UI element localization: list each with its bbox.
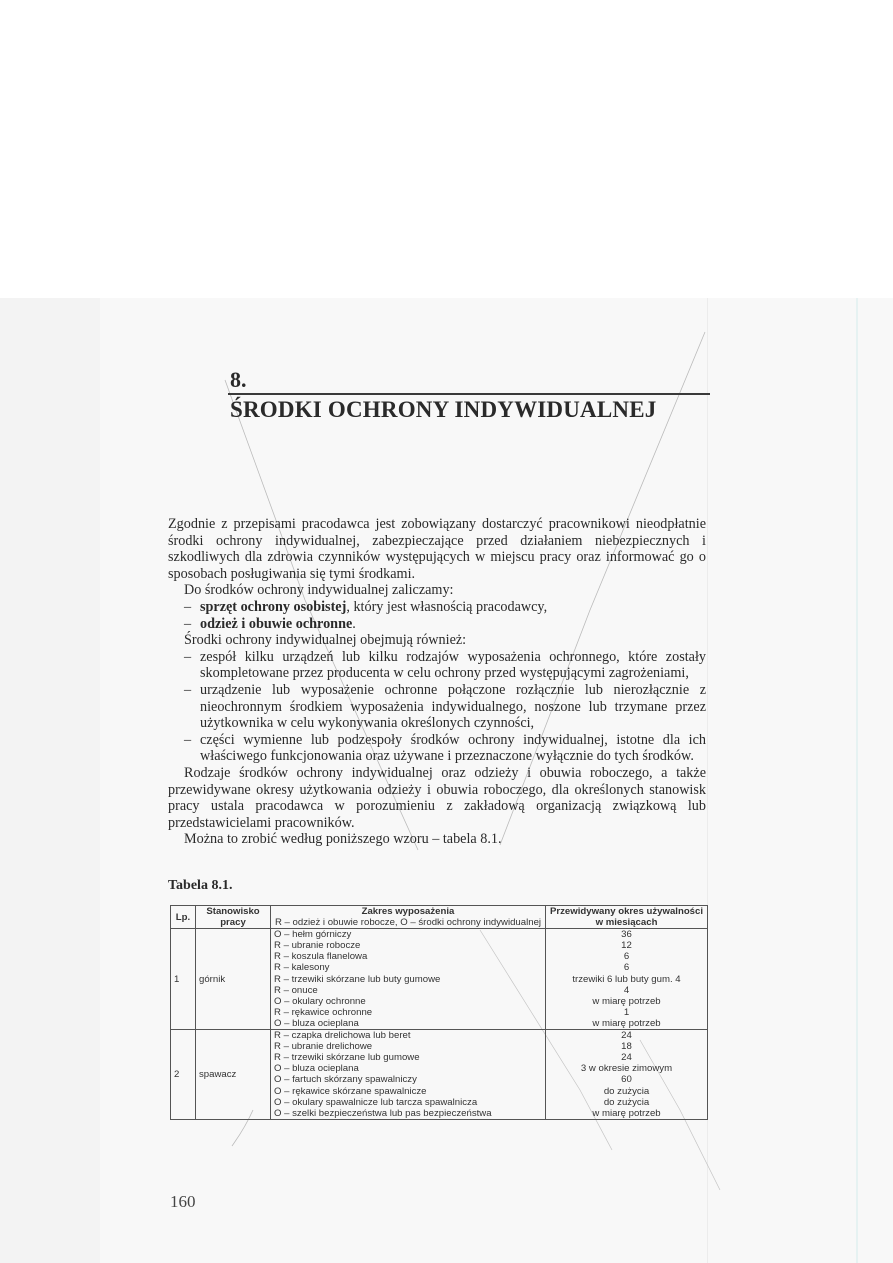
usage-period: w miarę potrzeb: [592, 1107, 661, 1119]
list1-lead: Do środków ochrony indywidualnej zaliczamy:: [184, 582, 454, 599]
equipment-item: O – hełm górniczy: [274, 929, 352, 941]
table-row: [171, 1030, 708, 1120]
header-okres: Przewidywany okres używalności w miesiącach: [546, 906, 708, 929]
equipment-item: O – rękawice skórzane spawalnicze: [274, 1085, 427, 1097]
equipment-item: R – rękawice ochronne: [274, 1006, 373, 1018]
equipment-table: [170, 905, 708, 1120]
equipment-item: O – okulary spawalnicze lub tarcza spawalnicza: [274, 1096, 478, 1108]
list-item-text: , który jest własnością pracodawcy,: [346, 598, 548, 615]
equipment-item: R – czapka drelichowa lub beret: [274, 1030, 411, 1042]
usage-period: 18: [621, 1041, 632, 1053]
cell-zakres: [271, 929, 546, 1030]
list-item-bold: sprzęt ochrony osobistej: [200, 598, 347, 615]
list-item: – zespół kilku urządzeń lub kilku rodzajów wyposażenia ochronnego, które zostały skompletowane przez producenta w celu ochrony przed występującymi zagrożeniami,: [168, 649, 706, 682]
header-lp: Lp.: [171, 906, 196, 929]
table-header-row: [171, 906, 708, 929]
usage-period: 24: [621, 1052, 632, 1064]
list-item: [168, 599, 706, 616]
list-item: – urządzenie lub wyposażenie ochronne połączone rozłącznie lub nierozłącznie z nieochronnym środkiem wyposażenia indywidualnego, noszone lub trzymane przez użytkownika w celu wykonywania określonych czynności,: [168, 682, 706, 732]
cell-okres: [546, 1030, 708, 1120]
equipment-item: R – onuce: [274, 984, 318, 996]
usage-period: 4: [623, 984, 630, 996]
equipment-item: O – szelki bezpieczeństwa lub pas bezpieczeństwa: [274, 1107, 492, 1119]
cell-lp: 1: [171, 929, 196, 1030]
header-zakres-title: Zakres wyposażenia: [361, 906, 455, 917]
usage-period: 1: [623, 1006, 630, 1018]
equipment-item: O – bluza ocieplana: [274, 1063, 359, 1075]
equipment-item: R – trzewiki skórzane lub gumowe: [274, 1052, 420, 1064]
intro-paragraph: Zgodnie z przepisami pracodawca jest zobowiązany dostarczyć pracownikowi nieodpłatnie środki ochrony indywidualnej, zabezpieczające przed działaniem niebezpiecznych i szkodliwych dla zdrowia czynników występujących w miejscu pracy oraz informować go o sposobach posługiwania się tymi środkami.: [168, 516, 706, 582]
cell-zakres: [271, 1030, 546, 1120]
usage-period: do zużycia: [603, 1096, 650, 1108]
list-item-text: .: [352, 615, 356, 632]
usage-period: trzewiki 6 lub buty gum. 4: [572, 973, 681, 985]
paragraph-2: Rodzaje środków ochrony indywidualnej oraz odzieży i obuwia roboczego, a także przewidywane okresy użytkowania odzieży i obuwia roboczego, dla określonych stanowisk pracy ustala pracodawca w porozumieniu z zakładową organizacją związkową lub przedstawicielami pracowników.: [168, 764, 706, 831]
page-number: 160: [170, 1192, 196, 1211]
cell-stanowisko: górnik: [196, 929, 271, 1030]
chapter-number: 8.: [230, 367, 247, 392]
usage-period: 6: [623, 951, 630, 963]
table-row: [171, 929, 708, 1030]
equipment-item: R – trzewiki skórzane lub buty gumowe: [274, 973, 441, 985]
list2-lead: Środki ochrony indywidualnej obejmują również:: [184, 632, 467, 649]
body-text: [168, 516, 706, 848]
list-item-bold: odzież i obuwie ochronne: [200, 615, 353, 632]
document-page: [168, 367, 708, 1211]
table-body: [171, 929, 708, 1120]
usage-period: 6: [623, 962, 630, 974]
usage-period: 24: [621, 1030, 632, 1042]
usage-period: 36: [621, 929, 632, 941]
usage-period: do zużycia: [603, 1085, 650, 1097]
equipment-item: R – ubranie drelichowe: [274, 1041, 373, 1053]
chapter-title: ŚRODKI OCHRONY INDYWIDUALNEJ: [230, 397, 657, 422]
header-zakres-legend: R – odzież i obuwie robocze, O – środki ochrony indywidualnej: [274, 917, 542, 929]
equipment-item: O – okulary ochronne: [274, 995, 366, 1007]
header-zakres: [271, 906, 546, 929]
list1: [168, 599, 706, 632]
equipment-item: R – ubranie robocze: [274, 940, 361, 952]
equipment-item: R – kalesony: [274, 962, 330, 974]
list-item: – części wymienne lub podzespoły środków ochrony indywidualnej, istotne dla ich właściwego funkcjonowania oraz używane i przeznaczone wyłącznie do tych środków.: [168, 732, 706, 765]
table-caption: Tabela 8.1.: [168, 878, 233, 893]
usage-period: 12: [621, 940, 632, 952]
usage-period: w miarę potrzeb: [592, 995, 661, 1007]
list-item: [168, 616, 706, 633]
equipment-item: O – bluza ocieplana: [274, 1017, 359, 1029]
list2: [168, 649, 706, 765]
equipment-item: O – fartuch skórzany spawalniczy: [274, 1074, 417, 1086]
paragraph-3: Można to zrobić według poniższego wzoru – tabela 8.1.: [184, 831, 502, 848]
cell-lp: 2: [171, 1030, 196, 1120]
usage-period: 3 w okresie zimowym: [580, 1063, 673, 1075]
header-stanowisko: Stanowisko pracy: [196, 906, 271, 929]
usage-period: w miarę potrzeb: [592, 1017, 661, 1029]
cell-stanowisko: spawacz: [196, 1030, 271, 1120]
equipment-item: R – koszula flanelowa: [274, 951, 368, 963]
cell-okres: [546, 929, 708, 1030]
usage-period: 60: [621, 1074, 632, 1086]
